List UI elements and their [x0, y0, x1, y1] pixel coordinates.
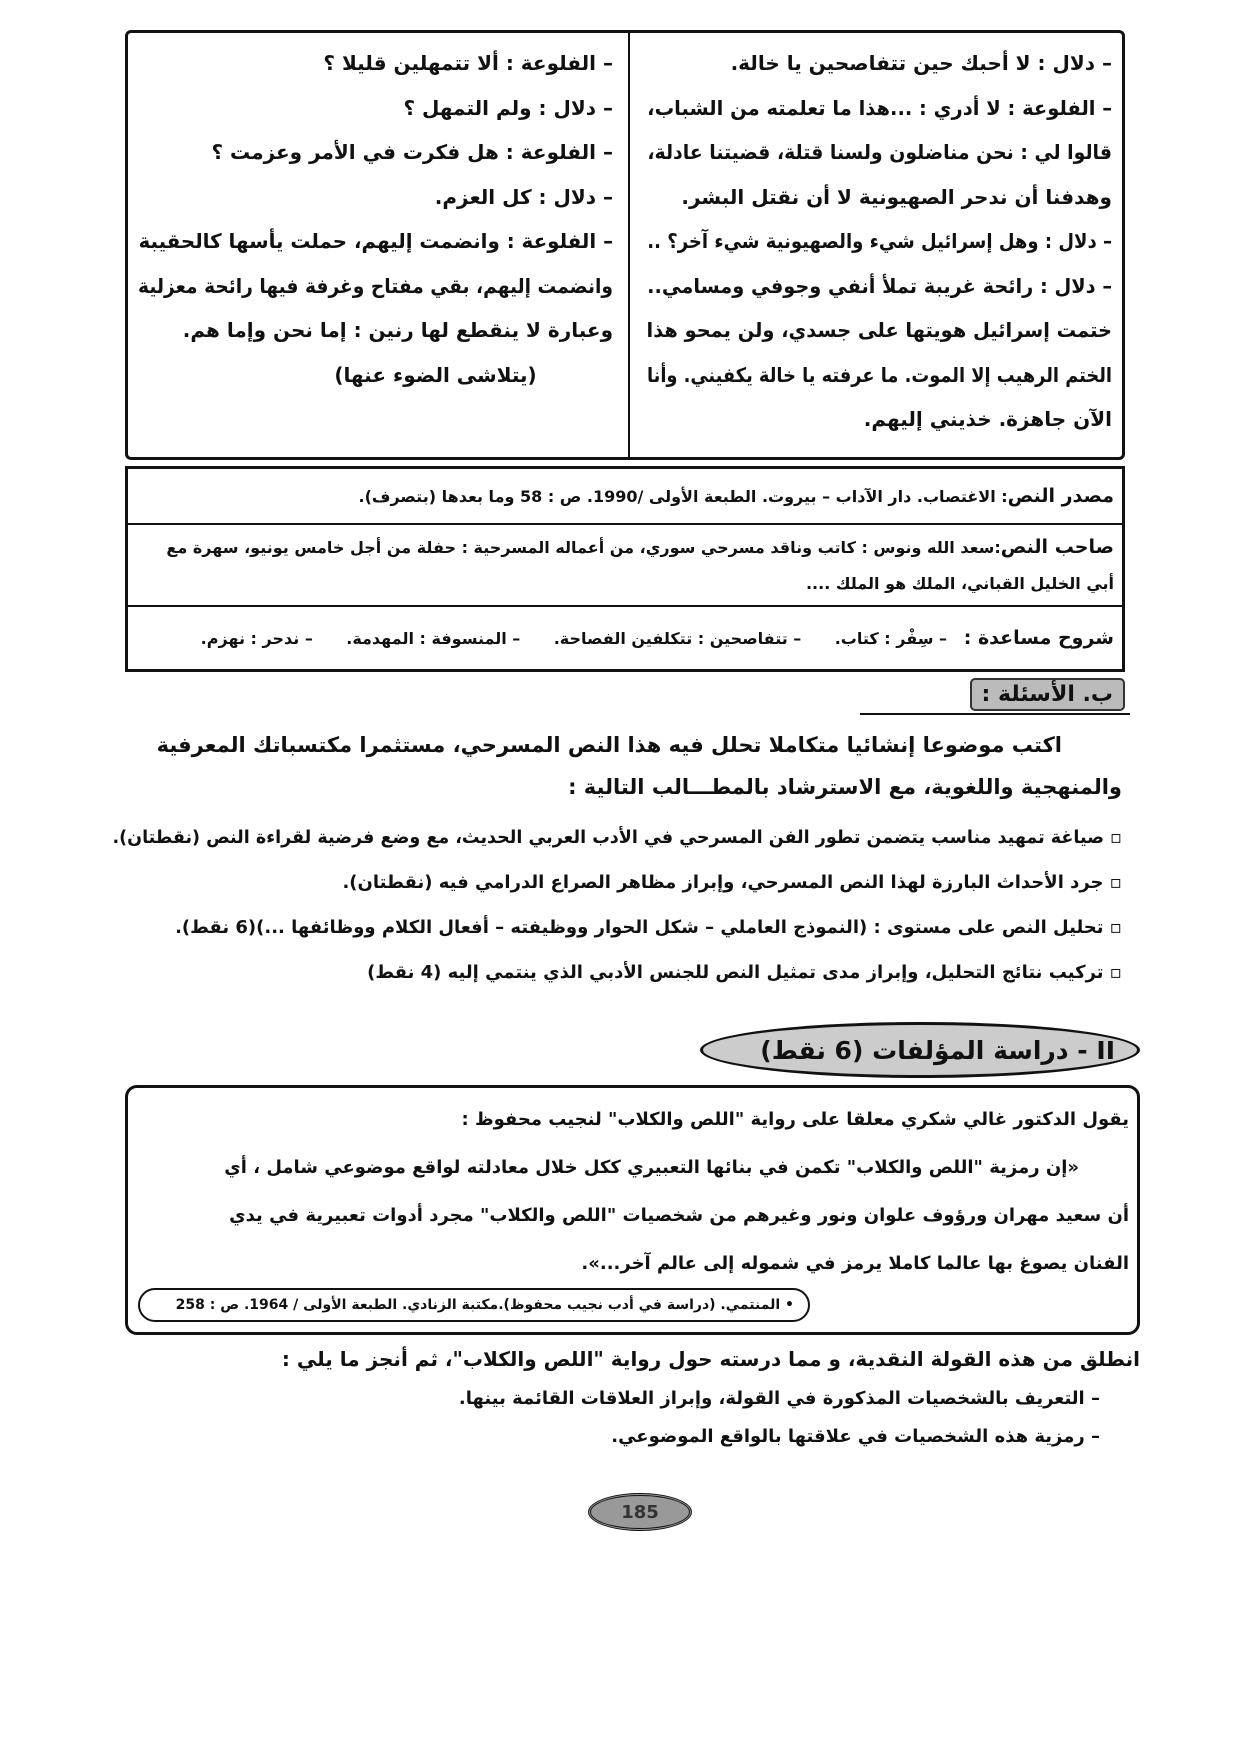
task-list	[200, 1380, 1100, 1456]
dialogue-line: الآن جاهزة. خذيني إليهم.	[863, 407, 1112, 431]
questions-list	[112, 815, 1122, 995]
quote-citation	[138, 1288, 810, 1322]
task-item: – التعريف بالشخصيات المذكورة في القولة، وإبراز العلاقات القائمة بينها.	[458, 1388, 1100, 1409]
quote-text	[136, 1096, 1129, 1288]
questions-heading: ب. الأسئلة :	[970, 678, 1125, 711]
glossary-row	[128, 607, 1122, 669]
page-number: 185	[588, 1493, 692, 1531]
section-2-heading	[700, 1022, 1140, 1078]
quote-line: يقول الدكتور غالي شكري معلقا على رواية "اللص والكلاب" لنجيب محفوظ :	[461, 1109, 1129, 1130]
dialogue-line: – الفلوعة : لا أدري : ...هذا ما تعلمته من الشباب،	[647, 95, 1112, 120]
dialogue-line: قالوا لي : نحن مناضلون ولسنا قتلة، قضيتنا عادلة،	[647, 140, 1112, 164]
citation-text: • المنتمي. (دراسة في أدب نجيب محفوظ).مكتبة الزنادي. الطبعة الأولى / 1964. ص : 258	[175, 1297, 794, 1313]
dialogue-line: وعبارة لا ينقطع لها رنين : إما نحن وإما هم.	[182, 318, 613, 342]
dialogue-line: وانضمت إليهم، بقي مفتاح وغرفة فيها رائحة معزلية	[138, 273, 613, 298]
dialogue-line: – دلال : كل العزم.	[434, 184, 613, 209]
task-intro-text: انطلق من هذه القولة النقدية، و مما درسته حول رواية "اللص والكلاب"، ثم أنجز ما يلي :	[281, 1347, 1140, 1371]
glossary-line: شروح مساعدة : – سِفْر : كتاب. – تتفاصحين : تتكلفين الفصاحة. – المنسوفة : المهدمة. – ندحر : نهزم.	[200, 627, 1114, 649]
quote-line: «إن رمزية "اللص والكلاب" تكمن في بنائها التعبيري ككل خلال معادلته لواقع موضوعي شامل ، أي	[224, 1157, 1079, 1178]
dialogue-line: – دلال : وهل إسرائيل شيء والصهيونية شيء آخر؟ ..	[647, 229, 1112, 253]
heading-underline	[860, 713, 1130, 715]
dialogue-line: – الفلوعة : وانضمت إليهم، حملت يأسها كالحقيبة	[138, 229, 613, 253]
source-info-box	[125, 466, 1125, 672]
intro-line: اكتب موضوعا إنشائيا متكاملا تحلل فيه هذا النص المسرحي، مستثمرا مكتسباتك المعرفية	[156, 733, 1062, 757]
question-item: ▫ تركيب نتائج التحليل، وإبراز مدى تمثيل النص للجنس الأدبي الذي ينتمي إليه (4 نقط)	[367, 962, 1122, 983]
question-item: ▫ جرد الأحداث البارزة لهذا النص المسرحي، وإبراز مظاهر الصراع الدرامي فيه (نقطتان).	[342, 872, 1122, 893]
dialogue-left-column	[138, 41, 613, 397]
dialogue-right-column	[647, 41, 1112, 442]
task-intro	[120, 1340, 1140, 1378]
dialogue-line: الختم الرهيب إلا الموت. ما عرفته يا خالة يكفيني. وأنا	[646, 362, 1112, 387]
dialogue-line: وهدفنا أن ندحر الصهيونية لا أن نقتل البشر.	[681, 184, 1112, 209]
dialogue-line: – الفلوعة : هل فكرت في الأمر وعزمت ؟	[211, 140, 613, 164]
quote-line: أن سعيد مهران ورؤوف علوان ونور وغيرهم من شخصيات "اللص والكلاب" مجرد أدوات تعبيرية في يدي	[229, 1205, 1129, 1226]
dialogue-line: – دلال : رائحة غريبة تملأ أنفي وجوفي ومسامي..	[647, 273, 1112, 298]
intro-line: والمنهجية واللغوية، مع الاسترشاد بالمطـــالب التالية :	[568, 775, 1122, 799]
dialogue-table	[125, 30, 1125, 460]
source-line: مصدر النص: الاغتصاب. دار الآداب – بيروت. الطبعة الأولى /1990. ص : 58 وما بعدها (بتصرف).	[358, 485, 1114, 507]
question-item: ▫ تحليل النص على مستوى : (النموذج العاملي – شكل الحوار ووظيفته – أفعال الكلام ووظائفها ...)(6 نقط).	[175, 917, 1122, 938]
task-item: – رمزية هذه الشخصيات في علاقتها بالواقع الموضوعي.	[611, 1426, 1100, 1447]
questions-intro	[122, 724, 1122, 808]
quote-line: الفنان يصوغ بها عالما كاملا يرمز في شموله إلى عالم آخر...».	[581, 1253, 1129, 1274]
dialogue-line: – دلال : ولم التمهل ؟	[403, 95, 613, 120]
source-row	[128, 469, 1122, 525]
dialogue-line: – دلال : لا أحبك حين تتفاصحين يا خالة.	[730, 51, 1112, 75]
dialogue-line: ختمت إسرائيل هويتها على جسدي، ولن يمحو هذا	[646, 318, 1112, 342]
stage-direction: (يتلاشى الضوء عنها)	[334, 362, 537, 387]
question-item: ▫ صياغة تمهيد مناسب يتضمن تطور الفن المسرحي في الأدب العربي الحديث، مع وضع فرضية لقراءة النص (نقطتان).	[112, 827, 1122, 848]
author-row: صاحب النص:سعد الله ونوس : كاتب وناقد مسرحي سوري، من أعماله المسرحية : حفلة من أجل خامس يونيو، سهرة مع أبي الخليل القباني، الملك هو الملك ....	[128, 523, 1122, 607]
dialogue-line: – الفلوعة : ألا تتمهلين قليلا ؟	[323, 51, 613, 75]
column-divider	[628, 33, 630, 457]
section-2-heading-text: II - دراسة المؤلفات (6 نقط)	[760, 1036, 1115, 1065]
